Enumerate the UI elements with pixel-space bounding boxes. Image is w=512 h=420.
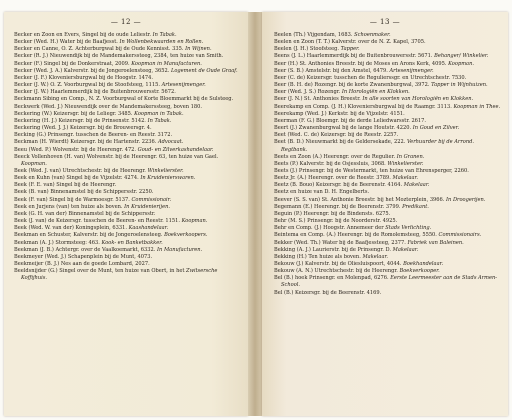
entry-name-address: Beek (B. van) Binnenamstel bij de Schippersstr. 2250. bbox=[14, 189, 154, 196]
entry-name-address: Beerman (F. G.) Bloemgr. bij de derde Leliedwarsstr. 2617. bbox=[274, 117, 427, 124]
directory-entry bbox=[274, 254, 502, 261]
directory-entry bbox=[274, 68, 502, 75]
directory-entry bbox=[14, 139, 240, 146]
directory-entry bbox=[274, 139, 502, 153]
entry-occupation: In Droogerijen. bbox=[446, 196, 486, 203]
directory-entry bbox=[14, 268, 240, 282]
directory-entry bbox=[274, 61, 502, 68]
entry-name-address: Begemann (E.) Heerengr. bij de Beerenstr. 3799. bbox=[274, 203, 401, 210]
directory-entry bbox=[14, 147, 240, 154]
entry-name-address: Beek (G. H. van der) Binnenamstel bij de Schippersstr. bbox=[14, 210, 156, 217]
directory-entry bbox=[14, 232, 240, 239]
entry-name-address: Beelen (J. H.) Stoofsteeg. bbox=[274, 46, 339, 53]
entry-occupation: Zwitsersche Koffijhuis. bbox=[21, 268, 218, 282]
entry-name-address: Beer (H.) St. Anthonies Breestr. bij de Moses en Arons Kerk, 4095. bbox=[274, 60, 447, 67]
entry-name-address: Beckering (Wed. J. J.) Keizersgr. bij de Brouwersgr. 4. bbox=[14, 125, 152, 132]
directory-entry bbox=[14, 53, 240, 60]
entry-name-address: Becker en Zoon en Evers, Singel bij de oude Leliestr. bbox=[14, 32, 152, 38]
directory-entry bbox=[274, 247, 502, 254]
entry-name-address: Beet (Wed. C. de) Keizersgr. bij de Reestr. 2257. bbox=[274, 132, 399, 139]
entry-occupation: In Wijnen. bbox=[185, 46, 212, 53]
entry-name-address: Beek (Wed. J. van) Utrechtschestr. bij de Heerengr. bbox=[14, 167, 146, 174]
entry-name-address: Beintema en Comp. (A.) Heerengr. bij de Romolemsteeg, 5550. bbox=[274, 232, 437, 239]
entry-occupation: Advocaat. bbox=[157, 139, 184, 146]
entry-occupation: Schoenmaker. bbox=[354, 32, 391, 38]
directory-entry bbox=[274, 189, 502, 196]
directory-entry bbox=[274, 53, 502, 60]
entry-name-address: Beer (B. H. de) Rozengr. bij de korte Zwanenburgwal, 3972. bbox=[274, 82, 430, 89]
directory-entry bbox=[274, 204, 502, 211]
page-number: — 12 — bbox=[110, 18, 142, 26]
entry-name-address: Beetz en huize van D. H. Engelberts. bbox=[274, 189, 370, 196]
directory-entry bbox=[14, 211, 240, 218]
entry-occupation: Koopman. bbox=[448, 60, 474, 67]
directory-entry bbox=[14, 89, 240, 96]
entry-occupation: Verhuurder bij de Arrond. Regtbank. bbox=[281, 139, 474, 153]
entry-name-address: Bekking (A. J.) Laurierstr. bij de Prinsengr. D. bbox=[274, 246, 392, 253]
entry-occupation: In Granen. bbox=[396, 153, 425, 160]
entry-name-address: Beekman (A. J.) Stormsteeg: 463. bbox=[14, 239, 100, 246]
entry-name-address: Beek (Wed. W. van der) Koningsplein, 6331. bbox=[14, 225, 127, 232]
entry-name-address: Beet (B. D.) Nieuwmarkt bij de Geldersekade, 222. bbox=[274, 139, 406, 146]
entry-name-address: Beelen en Zoon (T. T.) Kalverstr. over de N. Z. Kapel, 3705. bbox=[274, 39, 426, 46]
entry-name-address: Beetz Jr. (A.) Heerengr. over de Reestr. 3789. bbox=[274, 175, 391, 182]
entry-name-address: Beckering (W.) Keizersgr. bij de Leliegr. 3485. bbox=[14, 110, 133, 117]
directory-entry bbox=[274, 211, 502, 218]
entry-name-address: Beckwerk (Wed. J.) Nieuwendijk over de Mandemakerssteeg, boven 180. bbox=[14, 103, 202, 110]
entry-occupation: Koopman in Tabak. bbox=[134, 110, 184, 117]
entry-name-address: Beetz (B. Bouo) Keizersgr. bij de Beerenstr. 4164. bbox=[274, 182, 403, 189]
directory-entry bbox=[274, 104, 502, 111]
entry-name-address: Behr en Comp. (J.) Hoogstr. Annemeer der bbox=[274, 225, 384, 232]
directory-entry bbox=[274, 240, 502, 247]
entry-name-address: Beever (S. S. van) St. Anthonie Breestr. bij het Mozterplein, 3966. bbox=[274, 196, 445, 203]
entry-occupation: Stads Verlichting. bbox=[385, 225, 432, 232]
entry-occupation: In alle soorten van Horologiën en Klokken. bbox=[362, 96, 474, 103]
entry-name-address: Beert (J.) Zwanenburgwal bij de lange Houtstr. 4220. bbox=[274, 125, 412, 132]
right-page bbox=[262, 12, 508, 416]
entry-name-address: Beeck Vollenhoven (H. van) Wolvenstr. bij de Heerengr. 63, ten huize van Gael. bbox=[14, 153, 219, 160]
entry-occupation: Eerste Leermeester aan de Stads Armen-School. bbox=[281, 275, 498, 289]
directory-entry bbox=[274, 275, 502, 289]
entry-occupation: Predikant. bbox=[402, 203, 429, 210]
entry-name-address: Bekouw (A. N.) Utrechtschestr. bij de Heerengr. bbox=[274, 268, 398, 275]
directory-entry bbox=[14, 39, 240, 46]
entry-name-address: Beekmeijer (B. J.) Nes aan de goede Lombard, 2027. bbox=[14, 261, 150, 267]
entry-occupation: Winkelierster. bbox=[147, 167, 184, 174]
directory-entry bbox=[14, 96, 240, 103]
entry-name-address: Beets (J.) Prinsengr. bij de Westermarkt, ten huize van Ehrensperger, 2260. bbox=[274, 167, 469, 174]
directory-entry bbox=[14, 204, 240, 211]
entry-occupation: Makelaar. bbox=[392, 175, 419, 182]
entry-name-address: Beelen (Th.) Vijgendam, 1683. bbox=[274, 32, 353, 38]
entry-name-address: Beguin (P.) Heerengr. bij de Bindensts. 6275. bbox=[274, 210, 391, 217]
entry-name-address: Bel (B.) Keizersgr. bij de Beerenstr. 4169. bbox=[274, 289, 382, 296]
entry-name-address: Beekman en Schuster, Kalverstr. bij de Jongeroelensteeg. bbox=[14, 232, 163, 239]
entry-name-address: Beekman (J. B.) Achtergr. over de Vaalkoemarkt, 6332. bbox=[14, 246, 156, 253]
entry-occupation: In Goud en Zilver. bbox=[412, 125, 460, 132]
entry-name-address: Beer (Wed. J. S.) Rozengr. bbox=[274, 89, 341, 96]
entry-occupation: In Wollenbekwaarden en Rollen. bbox=[119, 39, 204, 46]
entry-occupation: Kaashandelaar. bbox=[128, 225, 169, 232]
page-number: — 13 — bbox=[369, 18, 401, 26]
entry-name-address: Becker (J. F.) Kloveniersburgwal bij de Hoogstr. 1474. bbox=[14, 74, 154, 81]
directory-entry bbox=[14, 247, 240, 254]
entry-name-address: Beer (C. de) Keizersgr. tusschen de Regulierssgr. en Utrechtschestr. 7530. bbox=[274, 74, 467, 81]
entry-occupation: Boekverkoopers. bbox=[164, 232, 208, 239]
directory-entry bbox=[274, 161, 502, 168]
directory-entry bbox=[14, 118, 240, 125]
entry-name-address: Beckman (H. Wierdt) Keizersgr. bij de Hartenstr. 2236. bbox=[14, 139, 157, 146]
entry-occupation: Artesenijmenger. bbox=[161, 82, 206, 89]
directory-entry bbox=[14, 104, 240, 111]
entry-occupation: Fabriek van Baleinen. bbox=[407, 239, 464, 246]
entry-name-address: Becker en Canne, O. Z. Achterburgwal bij de Oude Kennisst. 335. bbox=[14, 46, 184, 53]
directory-entry bbox=[14, 240, 240, 247]
entry-name-address: Beer (S. B.) Amstelstr. bij den Amstel, 6479. bbox=[274, 67, 388, 74]
entry-name-address: Bel (B.) hoek Prinsengr. en Molenpad, 6276. bbox=[274, 275, 389, 282]
entry-name-address: Beekmeyer (Wed. J.) Schapenplein bij de Munt, 4073. bbox=[14, 253, 153, 260]
entry-name-address: Beets en Zoon (A.) Heerengr. over de Regulier. bbox=[274, 153, 396, 160]
entry-occupation: Koopman. bbox=[181, 218, 208, 225]
entry-name-address: Becking (G.) Prinsengr. tusschen de Beeren- en Reestr. 3172. bbox=[14, 132, 173, 139]
left-page bbox=[4, 12, 248, 416]
entry-name-address: Becker (Wed. J. A.) Kalverstr. bij de Jongeroelensteeg, 3652. bbox=[14, 67, 170, 74]
entry-name-address: Beek (F. E. van) Singel bij de Heerengr. bbox=[14, 182, 117, 189]
entry-occupation: Boekhandelaar. bbox=[403, 261, 444, 267]
directory-entry bbox=[274, 290, 502, 297]
entry-occupation: In Tabak. bbox=[152, 32, 177, 38]
book-gutter bbox=[248, 12, 262, 416]
directory-entry bbox=[14, 197, 240, 204]
directory-entry bbox=[274, 111, 502, 118]
entry-occupation: Koopman in Manufacturen. bbox=[131, 60, 202, 67]
entry-occupation: Tapper. bbox=[340, 46, 360, 53]
directory-entry bbox=[14, 189, 240, 196]
entry-occupation: In Manufacturen. bbox=[157, 246, 203, 253]
entry-occupation: Commissionair. bbox=[131, 196, 172, 203]
directory-entries bbox=[274, 32, 502, 297]
directory-entry bbox=[274, 232, 502, 239]
entry-name-address: Becker (F.) Singel bij de Donkerstraat, 2009. bbox=[14, 60, 130, 67]
entry-name-address: Beek en Jurjens (van) ten huize als boven. bbox=[14, 203, 123, 210]
entry-name-address: Bekker (Wed. Th.) Water bij de Baafjessteeg, 2377. bbox=[274, 239, 406, 246]
entry-occupation: Goud- en Zilverkashandelaar. bbox=[137, 146, 214, 153]
entry-occupation: Boekverkooper. bbox=[399, 268, 440, 275]
entry-occupation: Makelaar. bbox=[392, 246, 419, 253]
entry-name-address: Beerekamp en Comp. (J. H.) Kloveniersburgwal bij de Raamgr. 3113. bbox=[274, 103, 452, 110]
entry-name-address: Beek (F. van) Singel bij de Warmoesgr. 5137. bbox=[14, 196, 130, 203]
entry-occupation: Kook- en Banketbakker. bbox=[101, 239, 163, 246]
entry-name-address: Beckering (H. J.) Keizersgr. bij de Prinsenstr. 5142. bbox=[14, 117, 146, 124]
entry-name-address: Becker (Wed. H.) Water bij de Baafjesst. bbox=[14, 39, 118, 46]
entry-occupation: Logement de Oude Graaf. bbox=[170, 67, 238, 74]
directory-entry bbox=[14, 254, 240, 261]
directory-entries bbox=[14, 32, 240, 282]
entry-occupation: Makelaar. bbox=[362, 253, 389, 260]
entry-name-address: Beek en Kuhn (van) Singel bij de Vijzelstr. 4274. bbox=[14, 175, 139, 182]
entry-name-address: Beek (J. van) de Keizersgr. tusschen de Beeren- en Reestr. 1151. bbox=[14, 218, 180, 225]
entry-name-address: Bekking (H.) Ten huize als boven. bbox=[274, 253, 361, 260]
directory-entry bbox=[274, 118, 502, 125]
entry-occupation: Behanger/ Winkelier. bbox=[434, 53, 489, 60]
entry-name-address: Behr (M. S.) Prinsengr. bij de Noorderstr. 4925. bbox=[274, 218, 398, 225]
entry-occupation: In Horologiën en Klokken. bbox=[341, 89, 410, 96]
entry-occupation: Tapper in Wijnhuizen. bbox=[431, 82, 488, 89]
entry-occupation: Winkelierster. bbox=[387, 160, 424, 167]
entry-occupation: Koopman. bbox=[21, 160, 47, 167]
directory-entry bbox=[14, 225, 240, 232]
entry-name-address: Beeldsnijder (G.) Singel over de Munt, ten huize van Obert, in het bbox=[14, 268, 185, 275]
directory-entry bbox=[274, 96, 502, 103]
entry-occupation: Koopman in Thee. bbox=[453, 103, 501, 110]
entry-occupation: In Tabak. bbox=[147, 117, 172, 124]
directory-entry bbox=[274, 197, 502, 204]
entry-occupation: In Kruidenierswaren. bbox=[140, 175, 196, 182]
directory-entry bbox=[274, 154, 502, 161]
directory-entry bbox=[14, 111, 240, 118]
entry-name-address: Becker (J. W.) Haarlemmerdijk bij de Buitenbrouwersstr. 5672. bbox=[14, 89, 176, 96]
entry-name-address: Beets (P.) Kalverstr. bij de Osjessluis, 3068. bbox=[274, 160, 386, 167]
entry-name-address: Beens (J. L.) Haarlemmerdijk bij de Buitenbrouwersstr. 5671. bbox=[274, 53, 433, 60]
entry-name-address: Bekouw (J.) Kalverstr. bij de Oliesluispoort, 4044. bbox=[274, 261, 402, 267]
entry-occupation: In Kruidenierijen. bbox=[124, 203, 170, 210]
entry-name-address: Becker (R. J.) Nieuwendijk bij de Mandemakerssteeg, 2384, ten huize van Smith. bbox=[14, 53, 224, 60]
directory-entry bbox=[14, 61, 240, 68]
entry-name-address: Becker (J. W.) O. Z. Voorburgwal bij de Stoofsteeg, 1115. bbox=[14, 82, 160, 89]
entry-name-address: Beeu (Wed. P.) Wolvenstr. bij de Heerengr. 472. bbox=[14, 146, 137, 153]
entry-name-address: Beerekamp (Wed. J.) Kerkstr. bij de Vijzelstr. 4151. bbox=[274, 110, 405, 117]
entry-occupation: Makelaar. bbox=[403, 182, 430, 189]
directory-entry bbox=[274, 182, 502, 189]
entry-occupation: Commissionairs. bbox=[438, 232, 482, 239]
directory-entry bbox=[14, 68, 240, 75]
directory-entry bbox=[14, 154, 240, 168]
entry-occupation: Artesenijmenger. bbox=[389, 67, 434, 74]
entry-name-address: Beer (J. N.) St. Anthonies Breestr. bbox=[274, 96, 361, 103]
entry-name-address: Beckmann Sibing en Comp., N. Z. Voorburgwal of Korte Bloemmarkt bij de Sulsteeg. bbox=[14, 96, 234, 103]
